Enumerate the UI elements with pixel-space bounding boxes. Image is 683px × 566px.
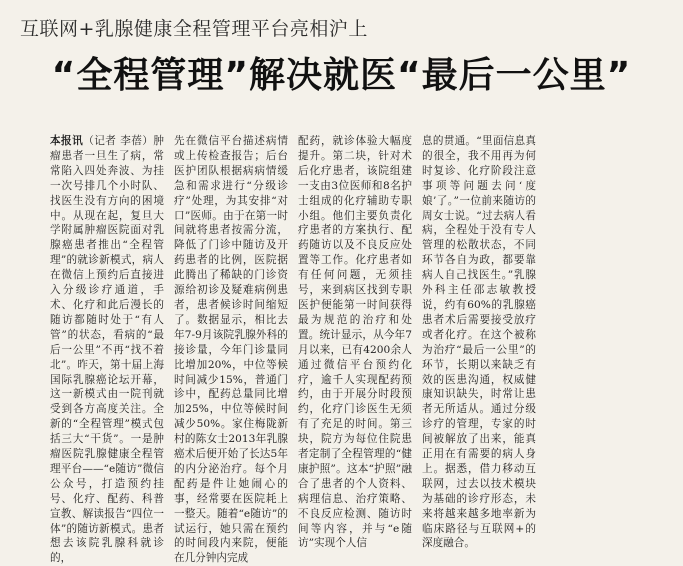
article-body [50,134,670,566]
article-column-4 [422,134,536,566]
column-4-text: 息的贯通。“里面信息真的很全，我不用再为何时复诊、化疗阶段注意事项等问题去问‘度娘’了。”一位前来随访的周女士说。“过去病人看病，全程处于没有专人管理的松散状态，不同环节各自为政，都要靠病人自己找医生。”乳腺外科主任邵志敏教授说，约有60%的乳腺癌患者术后需要接受放疗或者化疗。在这个被称为治疗“最后一公里”的环节，长期以来缺乏有效的医患沟通，权威健康知识缺失，时常让患者无所适从。通过分级诊疗的管理，专家的时间被解放了出来，能真正用在有需要的病人身上。据悉，借力移动互联网，过去以技术模块为基础的诊疗形态，未来将越来越多地率新为临床路径与互联网+的深度融合。 [422,135,536,550]
article-column-3 [298,134,412,566]
article-byline-note: （记者 李蓓） [83,135,154,147]
article-column-1 [50,134,164,566]
article-column-2 [174,134,288,566]
article-subtitle: 互联网+乳腺健康全程管理平台亮相沪上 [20,18,368,40]
column-1-text: 肿瘤患者一旦生了病，常常陷入四处奔波、为挂一次号排几个小时队、找医生没有方向的困境中。从现在起，复旦大学附属肿瘤医院面对乳腺癌患者推出“全程管理”的就诊新模式，病人在微信上预约后直接进入分级诊疗通道，手术、化疗和此后漫长的随访都随时处于“有人管”的状态，看病的“最后一公里”不再“找不着北”。昨天，第十届上海国际乳腺癌论坛开幕，这一新模式由一院刊就受到各方高度关注。全新的“全程管理”模式包括三大“干货”。一是肿瘤医院乳腺健康全程管理平台——“e随访”微信公众号，打造预约挂号、化疗、配药、科普宣教、解读报告“四位一体”的随访新模式。患者想去该院乳腺科就诊的， [50,135,164,565]
column-2-text: 先在微信平台描述病情或上传检查报告；后台医护团队根据病病情缓急和需求进行“分级诊疗”处理，为其安排“对口”医师。由于在第一时间就将患者按需分流，降低了门诊中随访及开药患者的比例，医院据此腾出了稀缺的门诊资源给初诊及疑难病例患者，患者候诊时间缩短了。数据显示，相比去年7-9月该院乳腺外科的接诊量，今年门诊量同比增加20%，中位等候时间减少15%，普通门诊中，配药总量同比增加25%，中位等候时间减少50%。家住梅陇新村的陈女士2013年乳腺癌术后便开始了长达5年的内分泌治疗。每个月配药是件让她闹心的事，经常要在医院耗上一整天。随着“e随访”的试运行，她只需在预约的时间段内来院，便能在几分钟内完成 [174,135,288,565]
article-headline: “全程管理”解决就医“最后一公里” [51,55,632,96]
column-3-text: 配药，就诊体验大幅度提升。第二块，针对术后化疗患者，该院组建一支由3位医师和8名护士组成的化疗辅助专职小组。他们主要负责化疗患者的方案执行、配药随访以及不良反应处置等工作。化疗患者如有任何问题，无须挂号，来到病区找到专职医护便能第一时间获得最为规范的治疗和处置。统计显示，从今年7月以来，已有4200余人通过微信平台预约化疗，逾千人实现配药预约，由于开展分时段预约，化疗门诊医生无须有了充足的时间。第三块，院方为每位住院患者定制了全程管理的“健康护照”。这本“护照”融合了患者的个人资料、病理信息、治疗策略、不良反应检测、随访时间等内容，并与“e随访”实现个人信 [298,135,412,550]
article-byline: 本报讯 [50,135,84,147]
